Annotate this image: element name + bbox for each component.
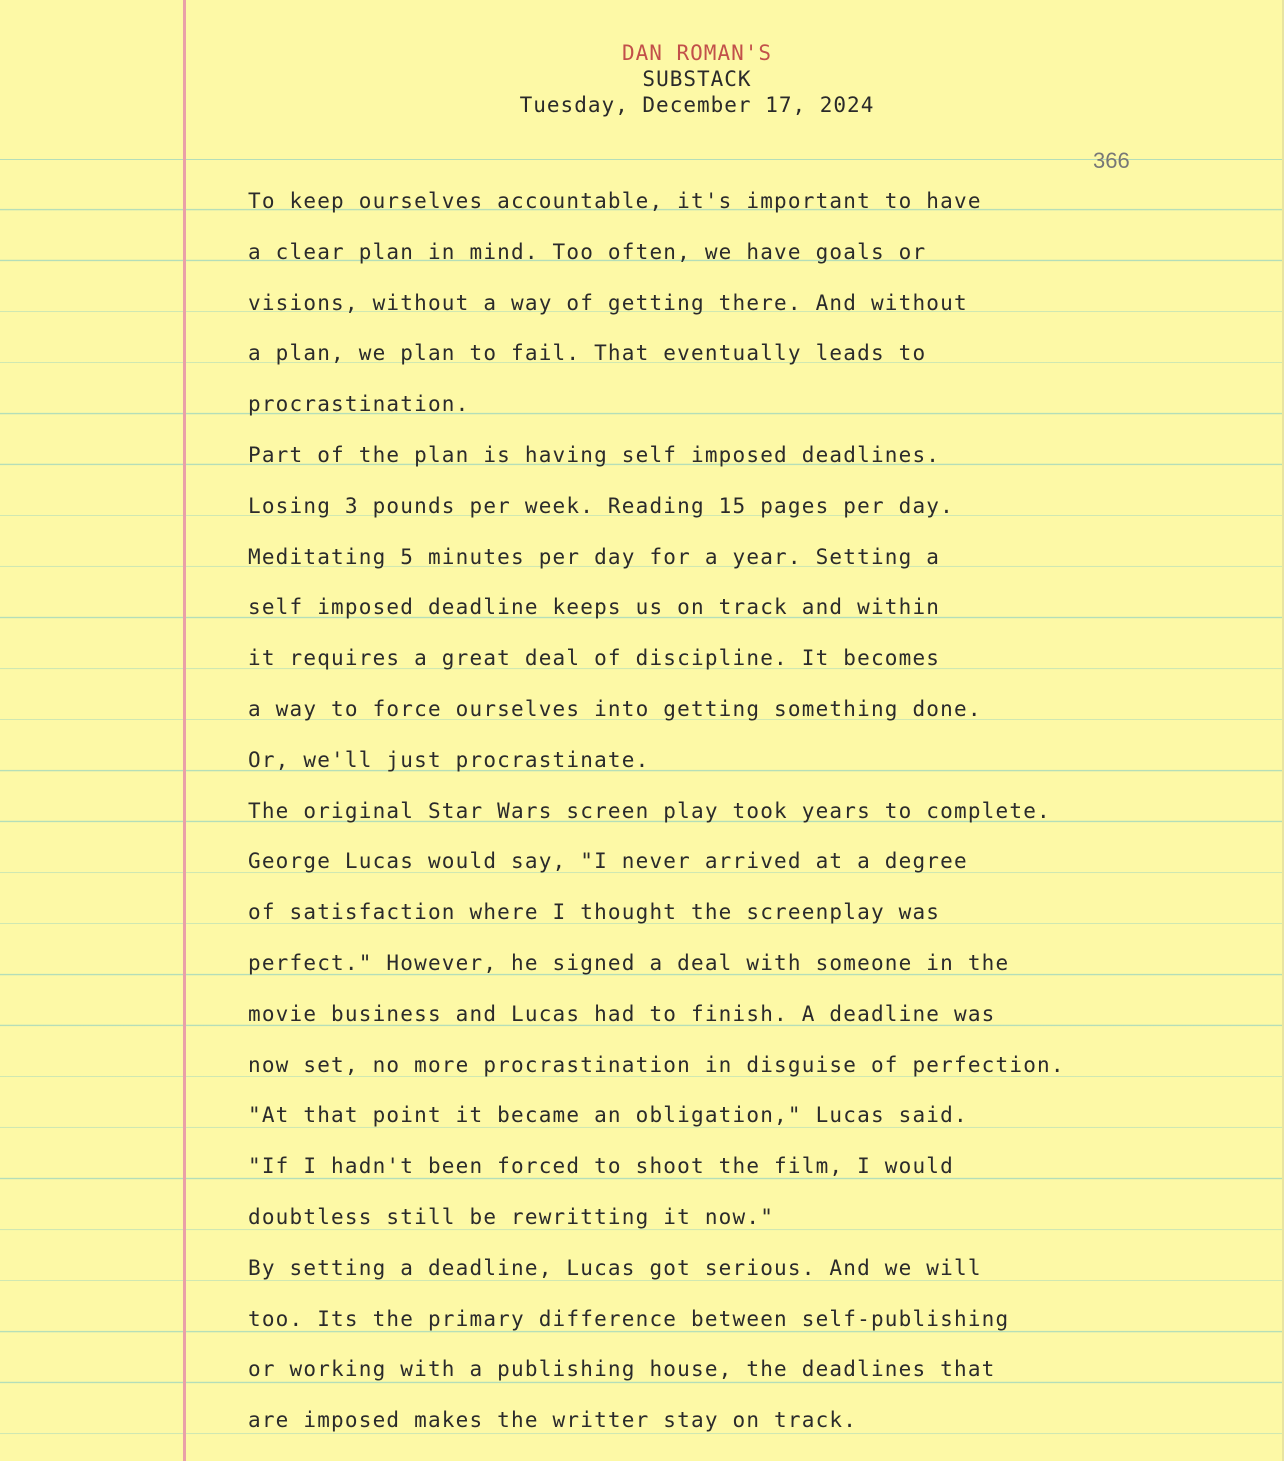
text-line: or working with a publishing house, the deadlines that [248,1357,996,1382]
typed-body [248,186,1228,1456]
brand-name: DAN ROMAN'S [621,41,773,65]
text-line: too. Its the primary difference between self-publishing [248,1306,1010,1331]
text-line: The original Star Wars screen play took years to complete. [248,798,1051,823]
text-line: Losing 3 pounds per week. Reading 15 pages per day. [248,493,954,518]
text-line: perfect." However, he signed a deal with someone in the [248,950,1010,975]
document-header [0,40,1284,118]
text-line: "If I hadn't been forced to shoot the film, I would [248,1154,954,1179]
text-line: self imposed deadline keeps us on track and within [248,595,941,620]
document-date: Tuesday, December 17, 2024 [519,93,875,117]
top-rule-line [0,159,1284,160]
text-line: "At that point it became an obligation," Lucas said. [248,1103,968,1128]
text-line: By setting a deadline, Lucas got serious. And we will [248,1255,982,1280]
text-line: a clear plan in mind. Too often, we have goals or [248,239,927,264]
text-line: doubtless still be rewritting it now." [248,1204,775,1229]
text-line: movie business and Lucas had to finish. A deadline was [248,1001,996,1026]
text-line: it requires a great deal of discipline. It becomes [248,646,941,671]
text-line: Or, we'll just procrastinate. [248,747,650,772]
text-line: Meditating 5 minutes per day for a year. Setting a [248,544,941,569]
text-line: Part of the plan is having self imposed deadlines. [248,442,941,467]
margin-line [183,0,186,1461]
text-line: George Lucas would say, "I never arrived at a degree [248,849,968,874]
text-line: of satisfaction where I thought the screenplay was [248,900,941,925]
text-line: procrastination. [248,392,470,417]
text-line: a plan, we plan to fail. That eventually leads to [248,341,927,366]
text-line: now set, no more procrastination in disguise of perfection. [248,1052,1065,1077]
publication-name: SUBSTACK [642,67,752,91]
text-line: visions, without a way of getting there. And without [248,290,968,315]
text-line: a way to force ourselves into getting something done. [248,696,982,721]
page-number: 366 [1093,148,1130,173]
text-line: are imposed makes the writter stay on track. [248,1408,858,1433]
text-line: To keep ourselves accountable, it's important to have [248,189,982,213]
